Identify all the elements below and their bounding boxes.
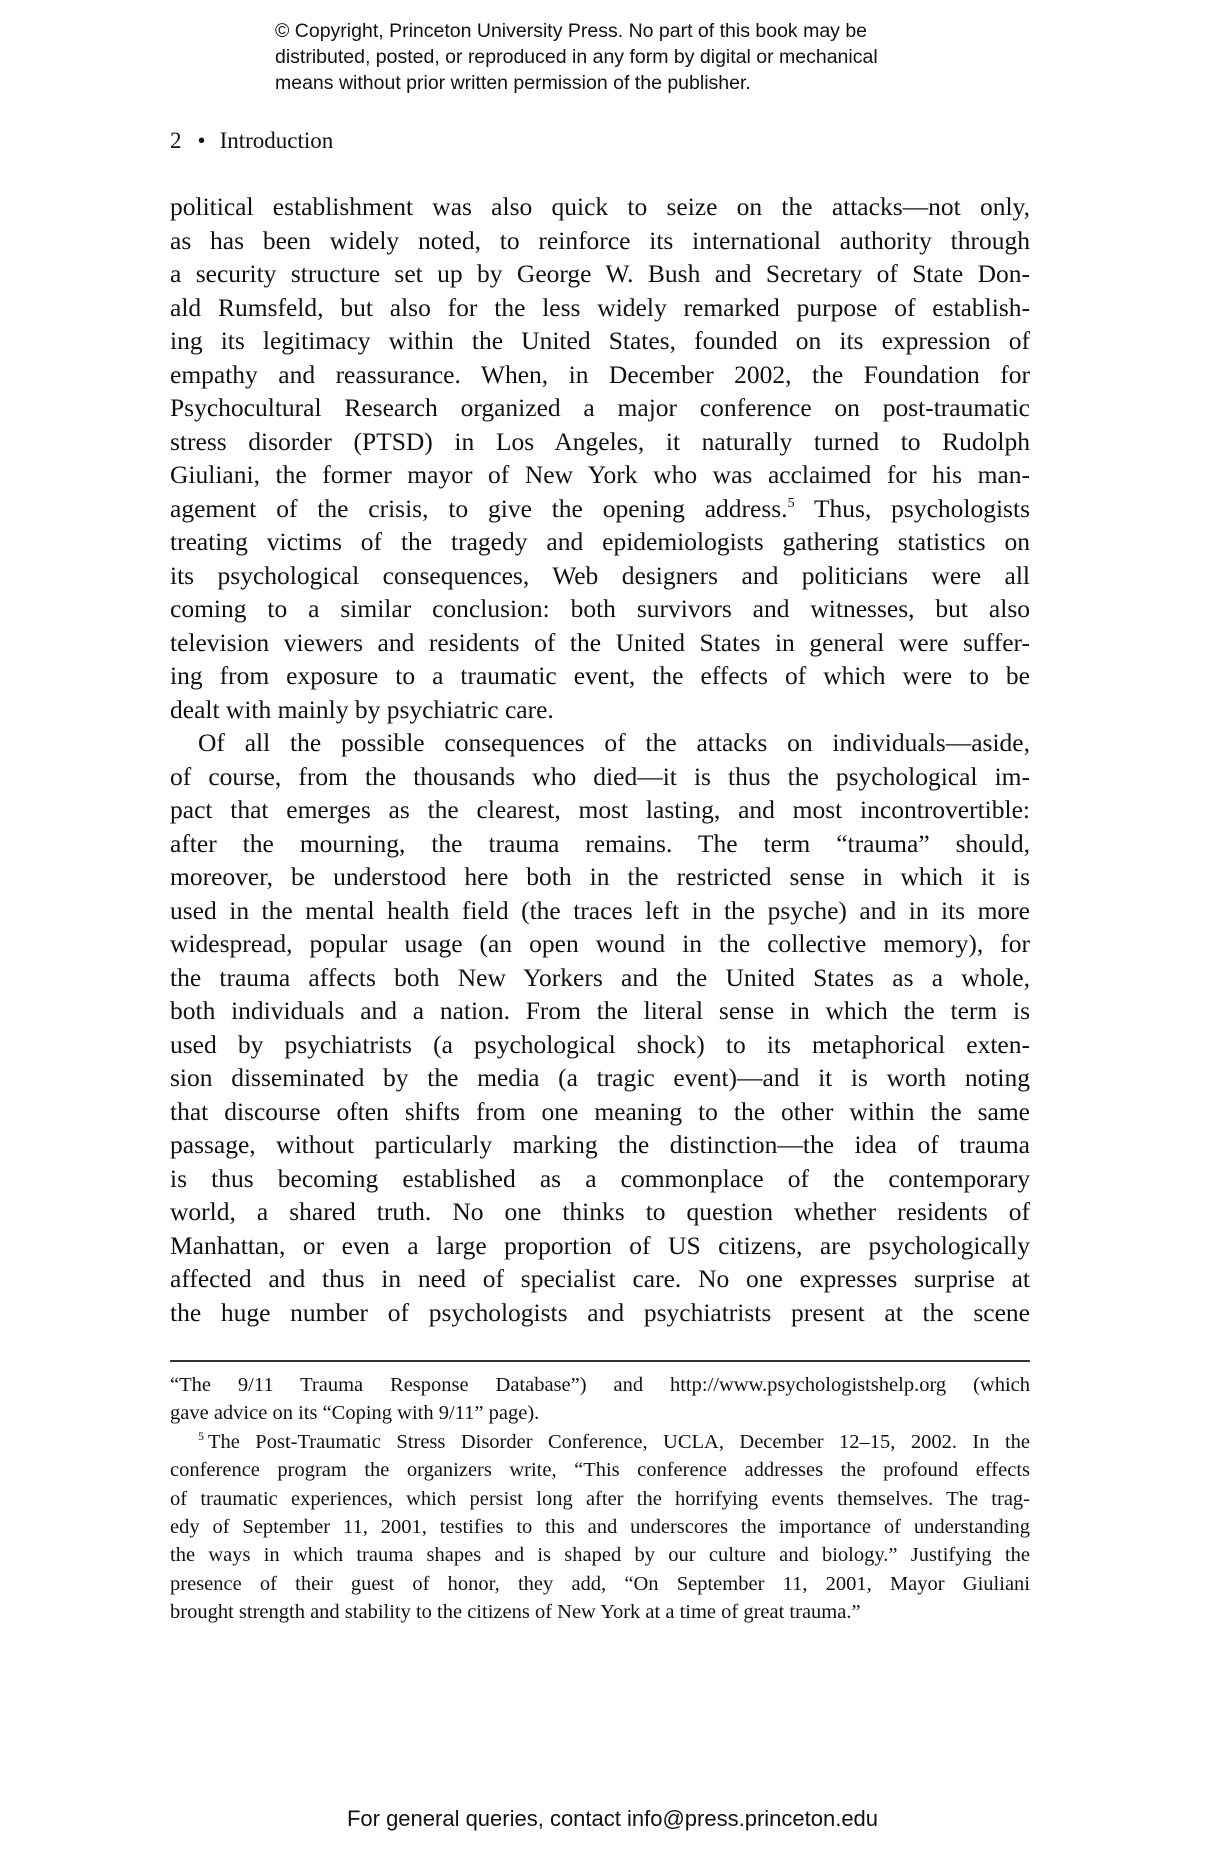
footnote-line: brought strength and stability to the citizens of New York at a time of great trauma.” [170,1601,861,1624]
copyright-line: distributed, posted, or reproduced in any form by digital or mechanical [275,46,878,68]
text-line: both individuals and a nation. From the literal sense in which the term is [170,996,1030,1025]
text-line: Psychocultural Research organized a major conference on post-traumatic [170,393,1030,422]
text-line: coming to a similar conclusion: both survivors and witnesses, but also [170,594,1030,623]
footnote-line: conference program the organizers write, “This conference addresses the profound effects [170,1459,1030,1482]
contact-footer: For general queries, contact info@press.princeton.edu [346,1806,879,1831]
text-line: empathy and reassurance. When, in December 2002, the Foundation for [170,359,1030,389]
footnotes [170,1371,1030,1627]
text-line: passage, without particularly marking the distinction—the idea of trauma [170,1130,1030,1159]
text-line: moreover, be understood here both in the restricted sense in which it is [170,862,1030,891]
paragraph-2 [170,726,1030,1329]
text-line: as has been widely noted, to reinforce its international authority through [170,225,1030,255]
section-title: Introduction [219,128,334,153]
text-line: political establishment was also quick to seize on the attacks—not only, [170,192,1030,221]
footnote-line: the ways in which trauma shapes and is shaped by our culture and biology.” Justifying the [170,1544,1030,1567]
copyright-line: means without prior written permission of the publisher. [275,72,751,94]
copyright-line: © Copyright, Princeton University Press. No part of this book may be [275,20,868,42]
paragraph-1 [170,190,1030,726]
text-line: Manhattan, or even a large proportion of US citizens, are psychologically [170,1230,1030,1260]
text-line: of course, from the thousands who died—it is thus the psychological im- [170,761,1030,791]
text-line [170,492,1030,526]
bullet-separator-icon: • [197,128,206,153]
page-number: 2 [170,128,182,153]
text-line: widespread, popular usage (an open wound in the collective memory), for [170,929,1030,958]
text-line: Giuliani, the former mayor of New York who was acclaimed for his man- [170,460,1030,489]
text-line: affected and thus in need of specialist care. No one expresses surprise at [170,1264,1030,1293]
text-line: the huge number of psychologists and psychiatrists present at the scene [170,1297,1030,1327]
text-line: that discourse often shifts from one meaning to the other within the same [170,1096,1030,1126]
text-line: pact that emerges as the clearest, most lasting, and most incontrovertible: [170,795,1030,824]
footnote-line: presence of their guest of honor, they add, “On September 11, 2001, Mayor Giuliani [170,1572,1030,1595]
text-line: sion disseminated by the media (a tragic event)—and it is worth noting [170,1063,1030,1092]
footnote-line: gave advice on its “Coping with 9/11” page). [170,1402,540,1425]
running-head [170,128,333,154]
text-line: its psychological consequences, Web designers and politicians were all [170,560,1030,590]
text-line: the trauma affects both New Yorkers and the United States as a whole, [170,962,1030,992]
text-line: after the mourning, the trauma remains. The term “trauma” should, [170,828,1030,858]
text-line: Of all the possible consequences of the attacks on individuals—aside, [198,728,1030,757]
text-line: is thus becoming established as a commonplace of the contemporary [170,1163,1030,1193]
text-line: world, a shared truth. No one thinks to question whether residents of [170,1197,1030,1226]
text-line: television viewers and residents of the United States in general were suffer- [170,627,1030,657]
text-line: a security structure set up by George W. Bush and Secretary of State Don- [170,259,1030,288]
copyright-notice [275,18,975,96]
footnote-reference[interactable]: 5 [787,495,795,511]
footnote-line: “The 9/11 Trauma Response Database”) and http://www.psychologistshelp.org (which [170,1374,1030,1396]
text-segment: agement of the crisis, to give the opening address. [170,493,788,523]
footnote-line [170,1428,1030,1456]
footnote-5 [170,1428,1030,1627]
footnote-divider [170,1360,1030,1362]
text-segment: The Post-Traumatic Stress Disorder Conference, UCLA, December 12–15, 2002. In the [208,1430,1030,1453]
text-segment: Thus, psychologists [794,493,1030,523]
text-line: used by psychiatrists (a psychological shock) to its metaphorical exten- [170,1029,1030,1059]
text-line: ing its legitimacy within the United States, founded on its expression of [170,326,1030,355]
footnote-line: of traumatic experiences, which persist long after the horrifying events themselves. The trag- [170,1487,1030,1510]
text-line: ing from exposure to a traumatic event, the effects of which were to be [170,661,1030,690]
footnote-marker: 5 [198,1428,204,1443]
text-line: dealt with mainly by psychiatric care. [170,694,554,724]
text-line: ald Rumsfeld, but also for the less widely remarked purpose of establish- [170,292,1030,322]
text-line: used in the mental health field (the traces left in the psyche) and in its more [170,895,1030,925]
text-line: stress disorder (PTSD) in Los Angeles, it naturally turned to Rudolph [170,426,1030,456]
text-line: treating victims of the tragedy and epidemiologists gathering statistics on [170,527,1030,556]
footnote-continuation [170,1371,1030,1428]
footnote-line: edy of September 11, 2001, testifies to this and underscores the importance of understanding [170,1515,1030,1538]
body-text [170,190,1030,1329]
